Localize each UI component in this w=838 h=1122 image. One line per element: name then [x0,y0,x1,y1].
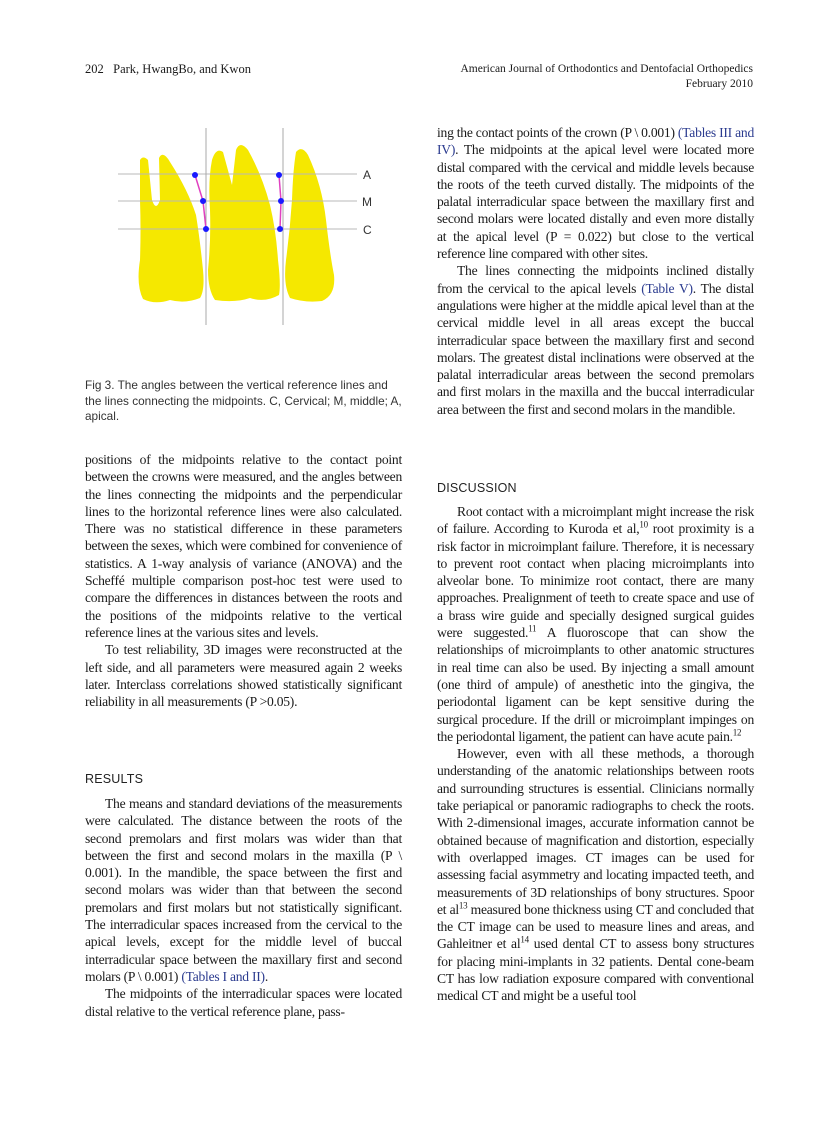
page-number: 202 [85,62,104,76]
left-column-top [85,451,402,710]
results-heading: RESULTS [85,772,144,786]
label-apical: A [363,168,372,182]
text-run: Root contact with a microimplant might increase the risk of failure. According to Kuroda et al, [437,504,754,537]
text-run: measured bone thickness using CT and concluded that the CT image can be used to measure lines and areas, and Gahleitner et al [437,901,754,952]
text-run: . The distal angulations were higher at the middle apical level than at the cervical middle level in all areas except the buccal interradicular space between the maxillary first and second molars. The greatest distal inclinations were observed at the palatal interradicular areas between the second premolars and first molars in the maxilla and the buccal interradicular area between the first and second molars in the mandible. [437,280,754,417]
reference-citation[interactable]: 11 [528,623,537,634]
right-column-top [437,124,754,418]
discussion-section [437,503,754,1005]
paragraph [437,262,754,418]
text-run: However, even with all these methods, a thorough understanding of the anatomic relationships between roots and surrounding structures is essential. Clinicians normally take periapical or panoramic radiographs to check the roots. With 2-dimensional images, accurate information cannot be obtained because of magnification and distortion, especially with overlapped images. CT images can be used for assessing facial asymmetry and locating impacted teeth, and measurements of 3D relationships of bony structures. Spoor et al [437,746,754,917]
table-link[interactable]: (Tables I and II) [181,968,265,984]
tooth-second-molar [285,149,334,301]
discussion-heading: DISCUSSION [437,481,517,495]
text-run: The lines connecting the midpoints inclined distally from the cervical to the apical levels [437,263,754,296]
reference-citation[interactable]: 12 [732,727,742,738]
paragraph [85,795,402,985]
text-run: A fluoroscope that can show the relationships of microimplants to other anatomic structures in real time can also be used. By injecting a small amount (one third of ampule) of anesthetic into the gingiva, the periodontal ligament can be kept sensitive during the surgical procedure. If the drill or microimplant impinges on the periodontal ligament, the patient can have acute pain. [437,625,754,744]
text-run: The midpoints of the interradicular spaces were located distal relative to the vertical reference plane, pass- [85,986,402,1019]
issue-date: February 2010 [685,78,753,90]
journal-title: American Journal of Orthodontics and Dentofacial Orthopedics [460,63,753,75]
paragraph [437,124,754,262]
text-run: ing the contact points of the crown (P \ 0.001) [437,125,678,140]
paragraph [437,745,754,1004]
text-run: used dental CT to assess bony structures for placing mini-implants in 32 patients. Dental cone-beam CT has low radiation exposure compared with conventional medical CT and might be a useful tool [437,936,754,1004]
text-run: . [264,968,268,984]
paragraph [85,985,402,1020]
text-run: . The midpoints at the apical level were located more distal compared with the cervical and middle levels because the roots of the teeth curved distally. The midpoints of the palatal interradicular space between the maxillary first and second molars were located distally and even more distally at the apical level (P = 0.022) but close to the vertical reference line compared with other sites. [437,142,754,262]
figure-caption: Fig 3. The angles between the vertical reference lines and the lines connecting the midpoints. C, Cervical; M, middle; A, apical. [85,378,402,423]
reference-citation[interactable]: 14 [520,934,529,945]
reference-citation[interactable]: 10 [639,519,648,530]
tooth-first-molar [208,145,280,301]
figure-3-teeth-diagram [85,125,385,325]
table-link[interactable]: (Tables III and IV) [437,125,754,158]
table-link[interactable]: (Table V) [641,280,693,296]
text-run: The means and standard deviations of the measurements were calculated. The distance between the roots of the second premolars and first molars was wider than that between the first and second molars in the maxilla (P \ 0.001). In the mandible, the space between the first and second molars was wider than that between the second premolars and first molars but not statistically significant. The interradicular spaces increased from the cervical to the apical levels, except for the middle level of buccal interradicular space between the maxillary first and second molars (P \ 0.001) [85,796,402,984]
running-header-right [460,62,753,92]
reference-citation[interactable]: 13 [458,900,468,911]
text-run: root proximity is a risk factor in microimplant failure. Therefore, it is necessary to prevent root contact when placing microimplants into alveolar bone. To minimize root contact, there are many approaches. Prealignment of teeth to create space and use of a brass wire guide and specially designed surgical guides were suggested. [437,521,754,641]
paragraph [85,641,402,710]
paragraph [85,451,402,641]
text-run: To test reliability, 3D images were reconstructed at the left side, and all parameters were measured again 2 weeks later. Interclass correlations showed statistically significant reliability in all measurements (P >0.05). [85,642,402,710]
paragraph [437,503,754,745]
label-middle: M [362,195,372,209]
results-section [85,795,402,1020]
authors: Park, HwangBo, and Kwon [113,62,251,76]
running-header-left [85,62,251,77]
label-cervical: C [363,223,372,237]
text-run: positions of the midpoints relative to the contact point between the crowns were measured, and the angles between the lines connecting the midpoints and the perpendicular lines to the horizontal reference lines were also calculated. There was no statistical difference in these parameters between the sexes, which were combined for convenience of statistics. A 1-way analysis of variance (ANOVA) and the Scheffé multiple comparison post-hoc test were used to compare the differences in distances between the roots and the positions of the midpoints relative to the vertical reference lines at the various sites and levels. [85,452,402,640]
